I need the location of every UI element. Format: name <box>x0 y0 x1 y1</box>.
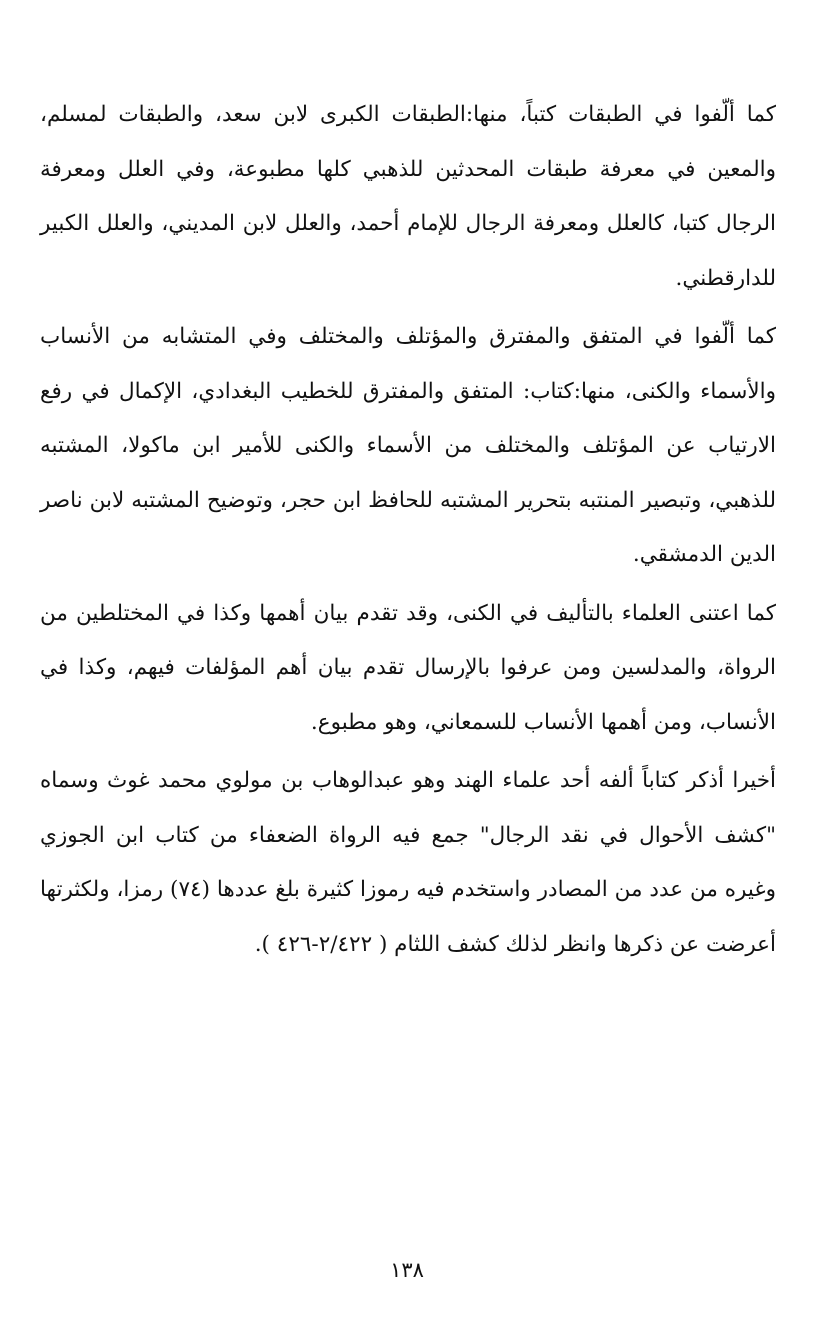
paragraph-kashf-al-ahwal: أخيرا أذكر كتاباً ألفه أحد علماء الهند وهو عبدالوهاب بن مولوي محمد غوث وسماه "كشف الأحوال في نقد الرجال" جمع فيه الرواة الضعفاء من كتاب ابن الجوزي وغيره من عدد من المصادر واستخدم فيه رموزا كثيرة بلغ عددها (٧٤) رمزا، ولكثرتها أعرضت عن ذكرها وانظر لذلك كشف اللثام ( ٢/٤٢٢-٤٢٦ ). <box>40 768 776 957</box>
page-body <box>40 88 776 976</box>
paragraph-kuna: كما اعتنى العلماء بالتأليف في الكنى، وقد تقدم بيان أهمها وكذا في المختلطين من الرواة، والمدلسين ومن عرفوا بالإرسال تقدم بيان أهم المؤلفات فيهم، وكذا في الأنساب، ومن أهمها الأنساب للسمعاني، وهو مطبوع. <box>40 600 776 735</box>
paragraph-muttafaq-muftaraq: كما ألّفوا في المتفق والمفترق والمؤتلف والمختلف وفي المتشابه من الأنساب والأسماء والكنى، منها:كتاب: المتفق والمفترق للخطيب البغدادي، الإكمال في رفع الارتياب عن المؤتلف والمختلف من الأسماء والكنى للأمير ابن ماكولا، المشتبه للذهبي، وتبصير المنتبه بتحرير المشتبه للحافظ ابن حجر، وتوضيح المشتبه لابن ناصر الدين الدمشقي. <box>40 324 776 567</box>
page-number: ١٣٨ <box>390 1258 424 1282</box>
paragraph-tabaqat: كما ألّفوا في الطبقات كتباً، منها:الطبقات الكبرى لابن سعد، والطبقات لمسلم، والمعين في معرفة طبقات المحدثين للذهبي كلها مطبوعة، وفي العلل ومعرفة الرجال كتبا، كالعلل ومعرفة الرجال للإمام أحمد، والعلل لابن المديني، والعلل الكبير للدارقطني. <box>40 102 776 291</box>
